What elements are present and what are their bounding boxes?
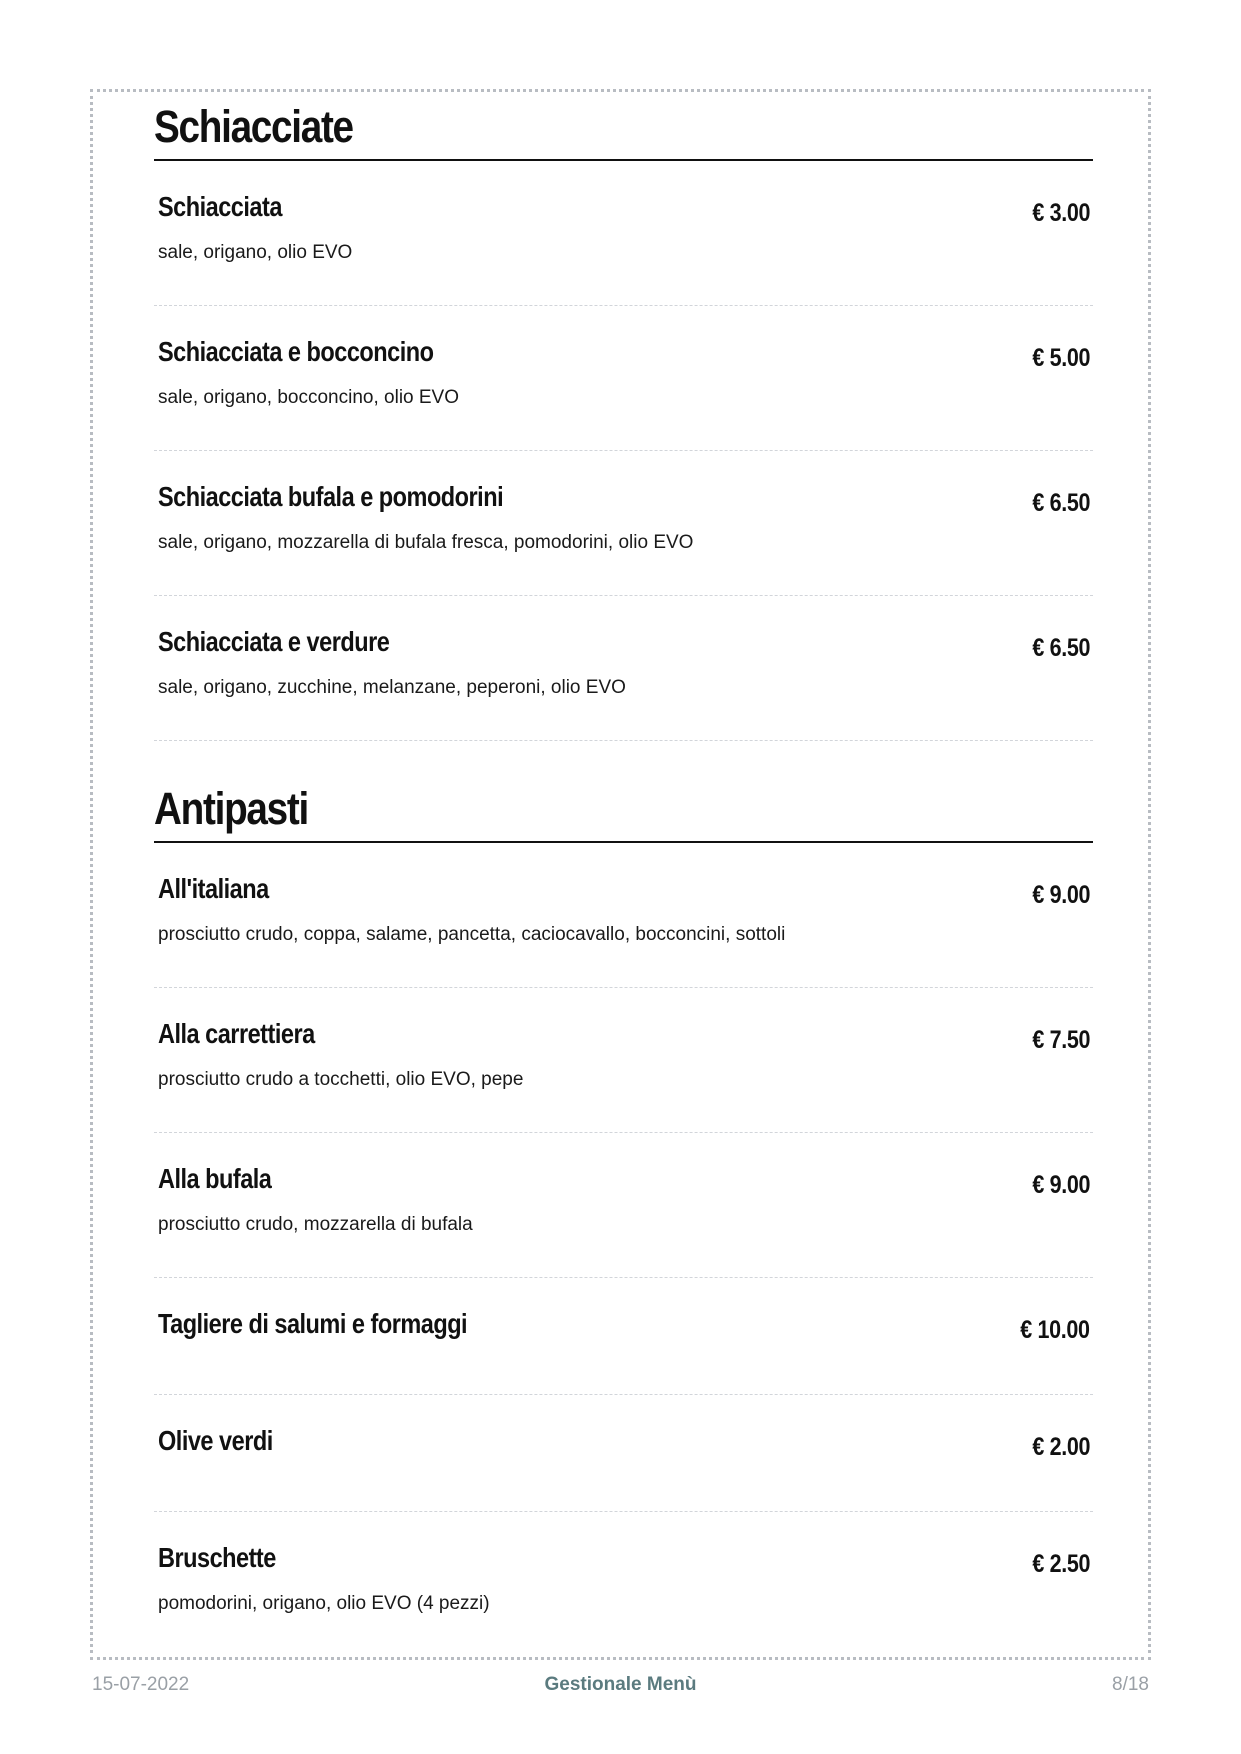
section-title: Schiacciate — [154, 101, 353, 152]
item-description: sale, origano, olio EVO — [158, 242, 353, 263]
item-description: sale, origano, bocconcino, olio EVO — [158, 387, 460, 408]
item-name: Tagliere di salumi e formaggi — [158, 1308, 468, 1339]
item-description: prosciutto crudo, mozzarella di bufala — [158, 1214, 473, 1235]
item-name: Schiacciata e verdure — [158, 626, 390, 657]
item-price: € 2.00 — [1032, 1433, 1090, 1461]
item-price: € 6.50 — [1032, 634, 1090, 662]
menu-item — [154, 1512, 1093, 1657]
item-description: sale, origano, zucchine, melanzane, peperoni, olio EVO — [158, 677, 626, 698]
menu-item — [154, 843, 1093, 988]
item-name: Alla carrettiera — [158, 1018, 315, 1049]
item-price: € 9.00 — [1032, 881, 1090, 909]
menu-item — [154, 306, 1093, 451]
menu-content — [154, 89, 1093, 1657]
item-price: € 3.00 — [1032, 199, 1090, 227]
item-description: sale, origano, mozzarella di bufala fresca, pomodorini, olio EVO — [158, 532, 694, 553]
item-name: All'italiana — [158, 873, 269, 904]
menu-item — [154, 451, 1093, 596]
item-price: € 7.50 — [1032, 1026, 1090, 1054]
item-name: Schiacciata — [158, 191, 282, 222]
item-name: Schiacciata e bocconcino — [158, 336, 434, 367]
item-price: € 6.50 — [1032, 489, 1090, 517]
item-name: Schiacciata bufala e pomodorini — [158, 481, 504, 512]
item-price: € 9.00 — [1032, 1171, 1090, 1199]
menu-item — [154, 1278, 1093, 1395]
section-title: Antipasti — [154, 783, 308, 834]
footer-title: Gestionale Menù — [544, 1674, 697, 1695]
menu-item — [154, 161, 1093, 306]
menu-section-schiacciate — [154, 89, 1093, 741]
item-price: € 5.00 — [1032, 344, 1090, 372]
item-description: pomodorini, origano, olio EVO (4 pezzi) — [158, 1593, 490, 1614]
item-price: € 2.50 — [1032, 1550, 1090, 1578]
menu-section-antipasti — [154, 771, 1093, 1657]
menu-item — [154, 1133, 1093, 1278]
footer-date: 15-07-2022 — [92, 1674, 190, 1695]
menu-item — [154, 596, 1093, 741]
item-name: Olive verdi — [158, 1425, 273, 1456]
item-description: prosciutto crudo, coppa, salame, pancetta, caciocavallo, bocconcini, sottoli — [158, 924, 786, 945]
menu-item — [154, 1395, 1093, 1512]
section-spacer — [154, 741, 1093, 771]
item-description: prosciutto crudo a tocchetti, olio EVO, pepe — [158, 1069, 524, 1090]
item-price: € 10.00 — [1020, 1316, 1090, 1344]
item-name: Alla bufala — [158, 1163, 272, 1194]
footer-page-number: 8/18 — [1112, 1674, 1149, 1695]
menu-item — [154, 988, 1093, 1133]
item-name: Bruschette — [158, 1542, 276, 1573]
